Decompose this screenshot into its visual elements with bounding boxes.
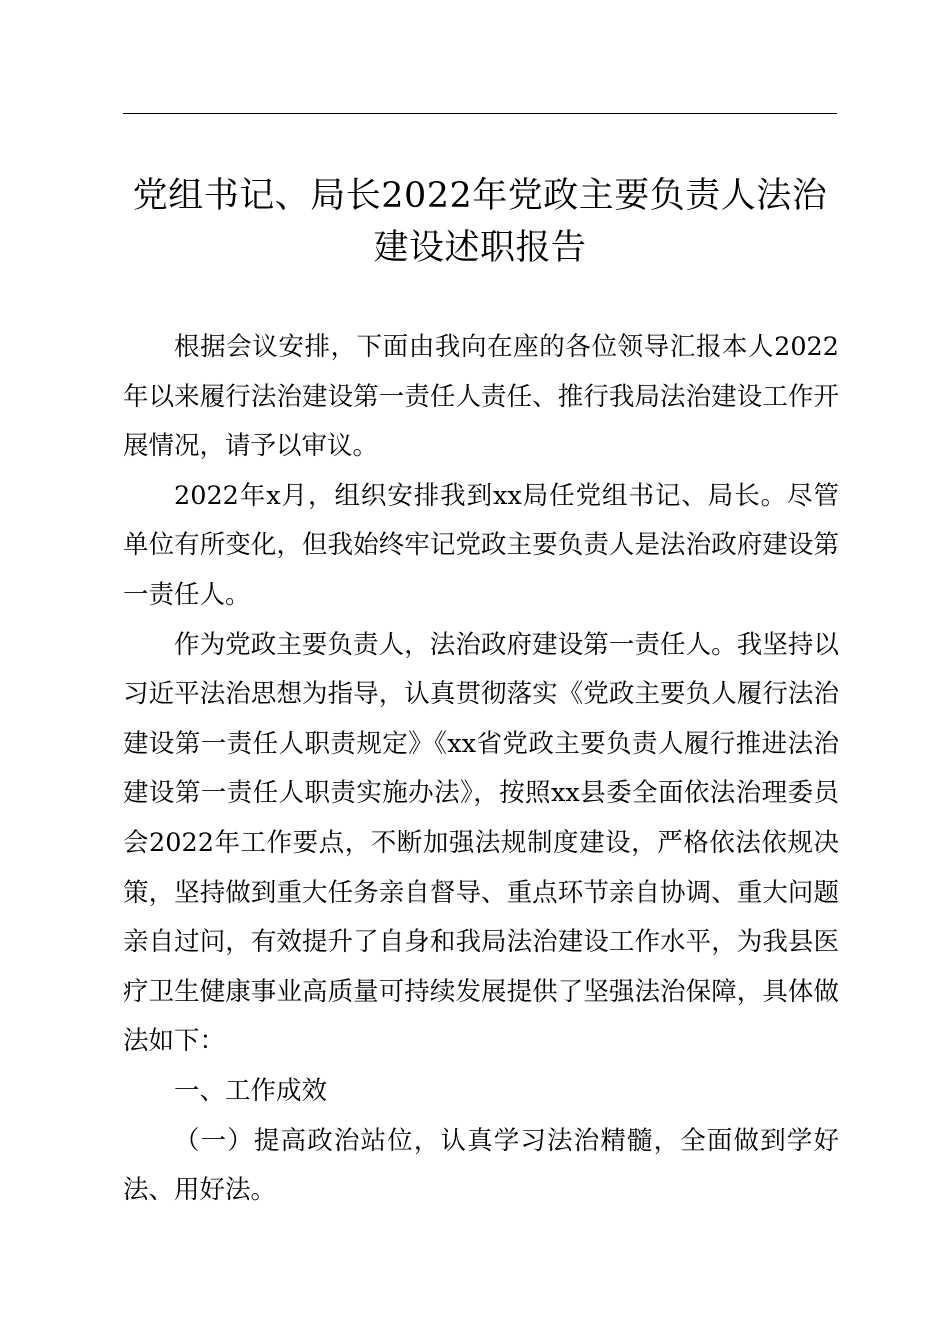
document-title: 党组书记、局长2022年党政主要负责人法治建设述职报告 xyxy=(132,176,828,268)
section-heading: 一、工作成效 xyxy=(174,1075,328,1106)
header-rule xyxy=(123,113,837,114)
paragraph: 根据会议安排，下面由我向在座的各位领导汇报本人2022年以来履行法治建设第一责任人责任、推行我局法治建设工作开展情况，请予以审议。 xyxy=(123,332,839,462)
document-body xyxy=(123,323,839,1216)
paragraph: 作为党政主要负责人，法治政府建设第一责任人。我坚持以习近平法治思想为指导，认真贯彻落实《党政主要负人履行法治建设第一责任人职责规定》《xx省党政主要负责人履行推进法治建设第一责任人职责实施办法》，按照xx县委全面依法治理委员会2022年工作要点，不断加强法规制度建设，严格依法依规决策，坚持做到重大任务亲自督导、重点环节亲自协调、重大问题亲自过问，有效提升了自身和我局法治建设工作水平，为我县医疗卫生健康事业高质量可持续发展提供了坚强法治保障，具体做法如下： xyxy=(123,629,839,1057)
paragraph: 2022年x月，组织安排我到xx局任党组书记、局长。尽管单位有所变化，但我始终牢记党政主要负责人是法治政府建设第一责任人。 xyxy=(123,480,839,610)
subsection-heading: （一）提高政治站位，认真学习法治精髓，全面做到学好法、用好法。 xyxy=(123,1125,839,1206)
